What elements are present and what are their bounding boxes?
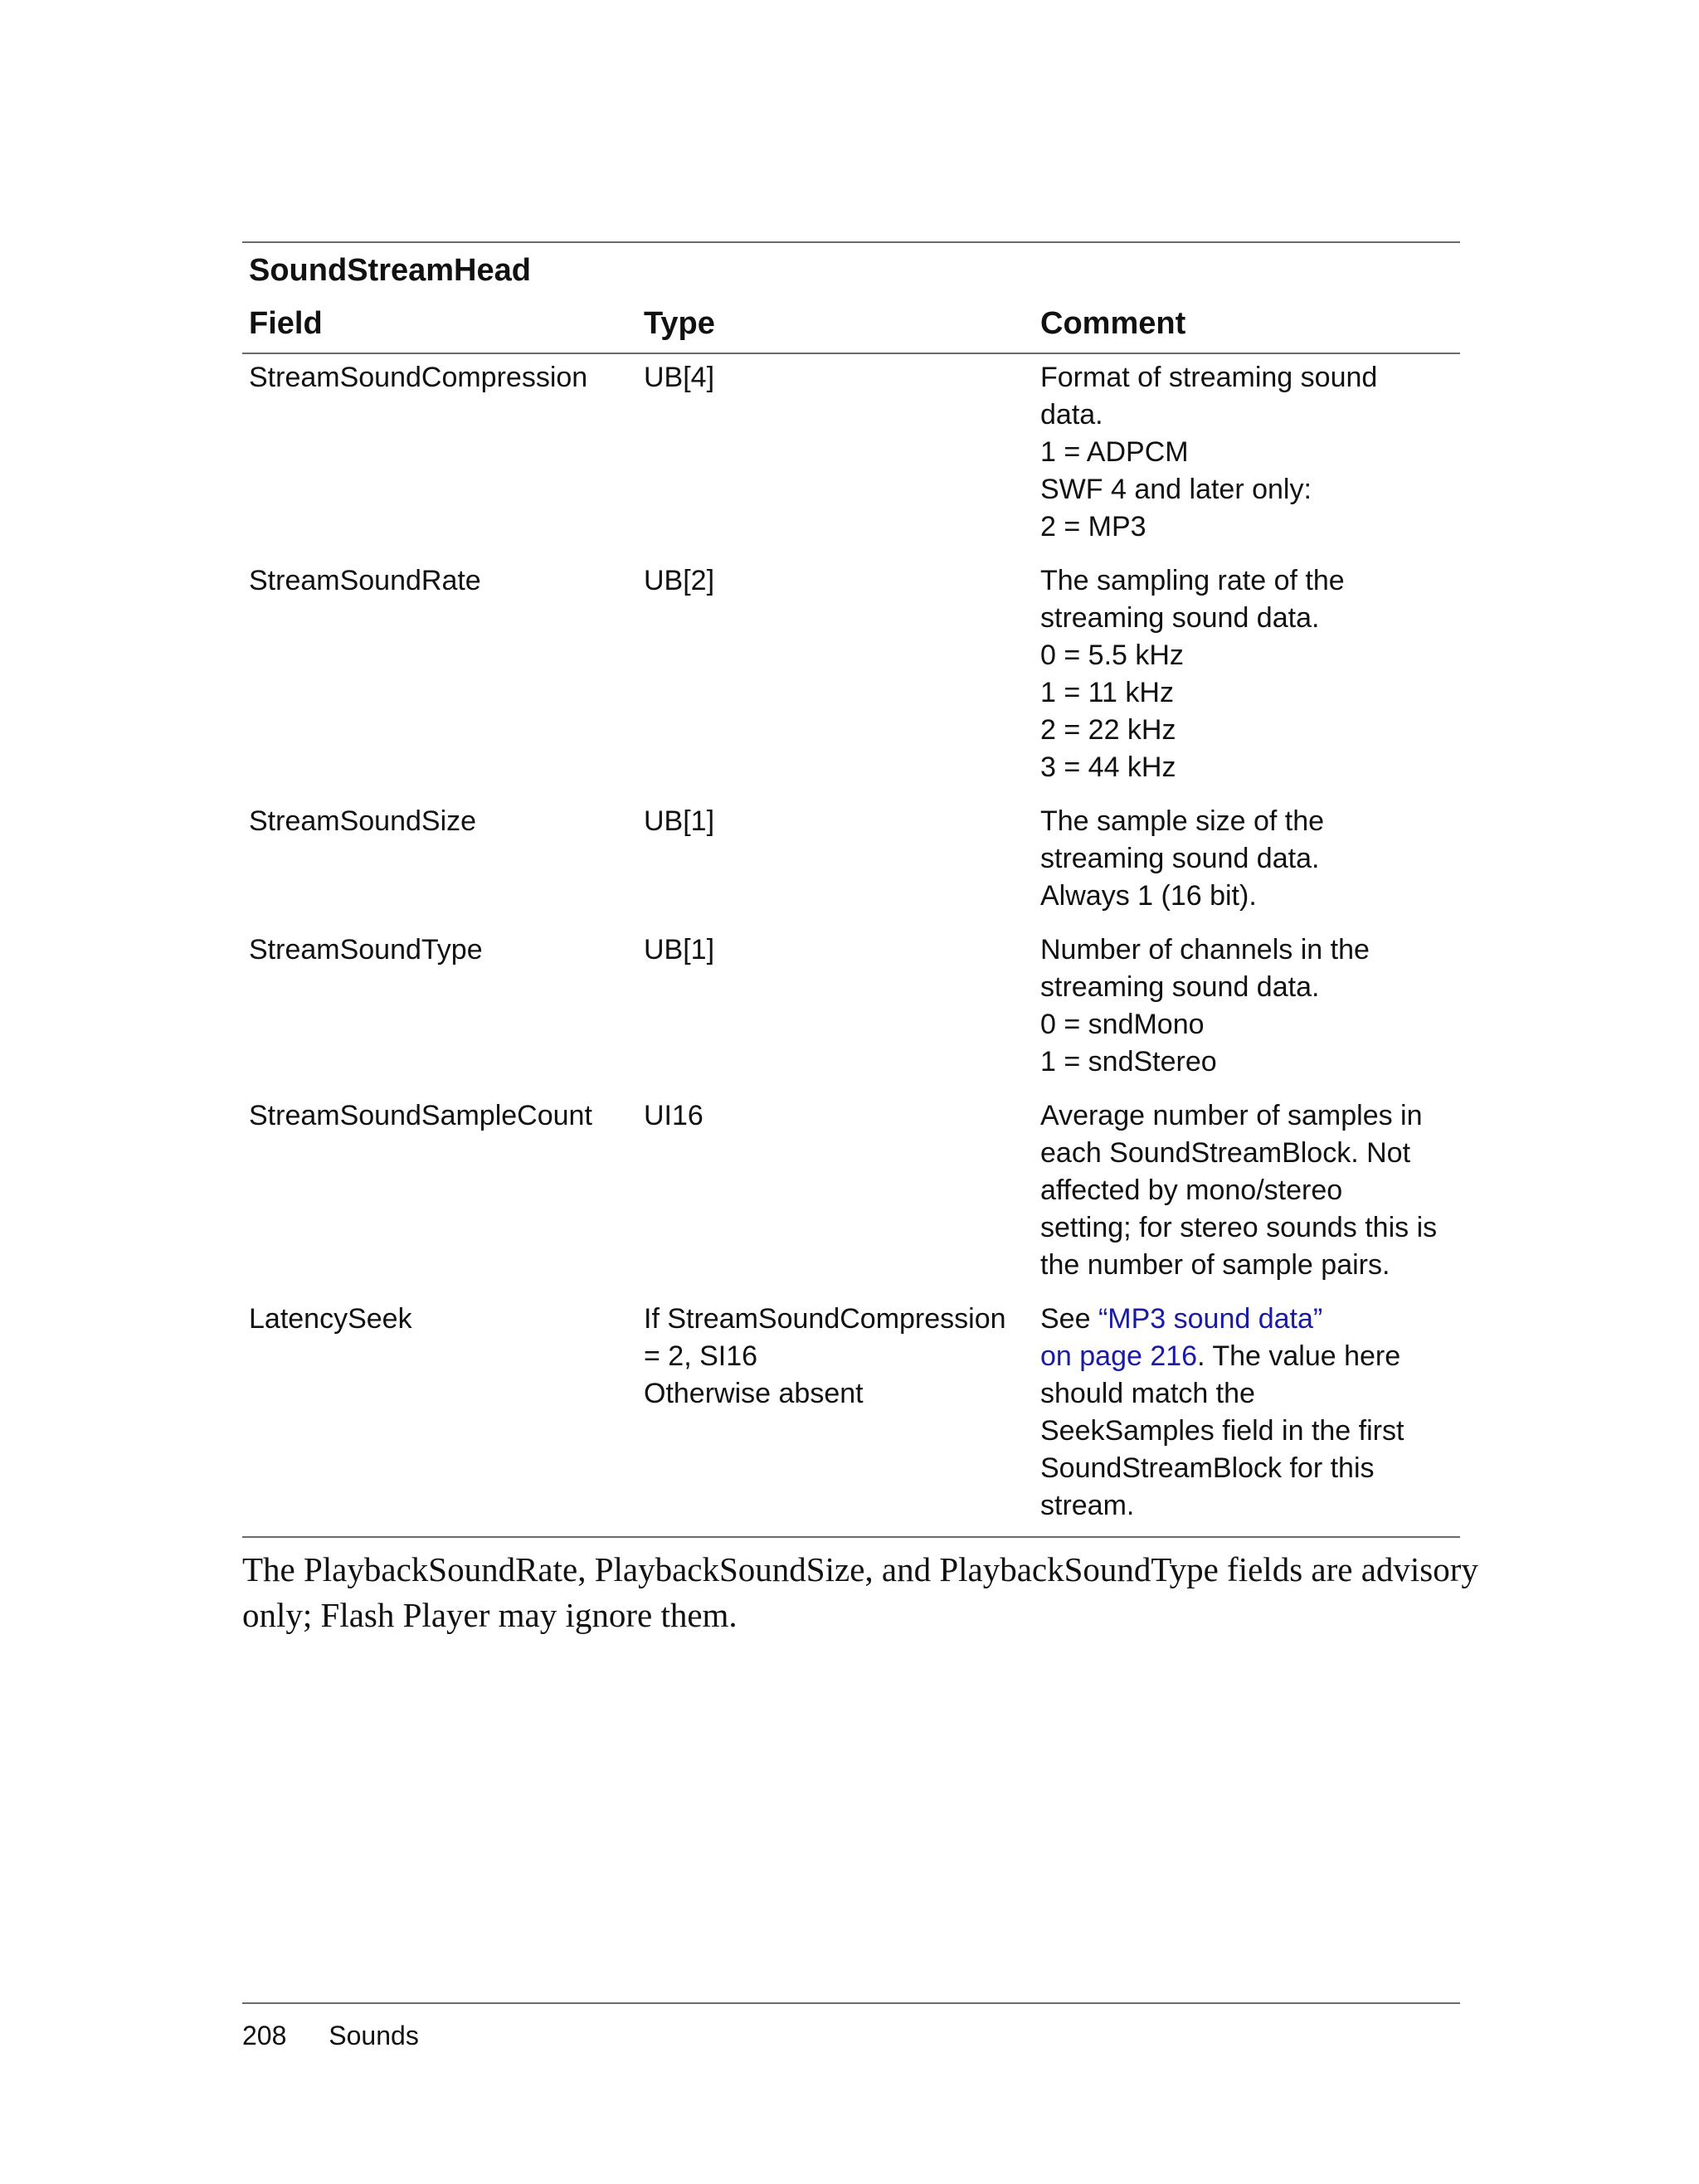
comment-line: 0 = sndMono xyxy=(1040,1009,1205,1040)
header-type: Type xyxy=(637,294,1034,353)
comment-line: SoundStreamBlock for this xyxy=(1040,1452,1375,1484)
comment-line: 1 = sndStereo xyxy=(1040,1046,1217,1077)
comment-line: 1 = 11 kHz xyxy=(1040,677,1174,708)
comment-text: See xyxy=(1040,1303,1098,1335)
type-cell xyxy=(637,557,1034,798)
comment-cell xyxy=(1034,1296,1460,1537)
field-cell: StreamSoundRate xyxy=(249,565,481,596)
comment-line: setting; for stereo sounds this is xyxy=(1040,1212,1438,1243)
comment-line: stream. xyxy=(1040,1490,1135,1521)
comment-line xyxy=(1040,1301,1453,1338)
comment-line: 3 = 44 kHz xyxy=(1040,752,1176,783)
comment-line: The sample size of the xyxy=(1040,805,1325,837)
paragraph-line: only; Flash Player may ignore them. xyxy=(242,1596,738,1634)
comment-line: Average number of samples in xyxy=(1040,1100,1423,1131)
comment-cell xyxy=(1034,353,1460,557)
page-216-link[interactable]: on page 216 xyxy=(1040,1340,1198,1372)
field-cell: StreamSoundSampleCount xyxy=(249,1100,592,1131)
type-cell xyxy=(637,1092,1034,1296)
field-cell: LatencySeek xyxy=(242,1296,637,1537)
comment-line: The sampling rate of the xyxy=(1040,565,1345,596)
comment-line: 2 = MP3 xyxy=(1040,511,1146,542)
table-row xyxy=(242,353,1460,557)
paragraph-line: The PlaybackSoundRate, PlaybackSoundSize, and PlaybackSoundType fields are advisory xyxy=(242,1550,1478,1588)
table-row xyxy=(242,1092,1460,1296)
comment-line: data. xyxy=(1040,399,1103,430)
type-line: UB[4] xyxy=(644,362,715,393)
comment-line: 0 = 5.5 kHz xyxy=(1040,640,1184,671)
type-cell xyxy=(637,798,1034,927)
body-paragraph xyxy=(242,1547,1478,1638)
comment-cell xyxy=(1034,557,1460,798)
field-cell: StreamSoundType xyxy=(249,934,483,966)
soundstreamhead-table xyxy=(242,241,1460,1538)
page-footer xyxy=(242,2019,419,2052)
comment-line: the number of sample pairs. xyxy=(1040,1249,1390,1281)
type-line: If StreamSoundCompression xyxy=(644,1303,1006,1335)
table-row xyxy=(242,927,1460,1092)
mp3-sound-data-link[interactable]: “MP3 sound data” xyxy=(1098,1303,1323,1335)
field-cell: StreamSoundCompression xyxy=(249,362,588,393)
type-line: UB[1] xyxy=(644,934,715,966)
comment-line: should match the xyxy=(1040,1378,1255,1409)
type-line: Otherwise absent xyxy=(644,1378,864,1409)
table-row xyxy=(242,1296,1460,1537)
comment-line: 2 = 22 kHz xyxy=(1040,714,1176,746)
header-comment: Comment xyxy=(1034,294,1460,353)
comment-text: . The value here xyxy=(1197,1340,1401,1372)
type-line: = 2, SI16 xyxy=(644,1340,758,1372)
footer-divider xyxy=(242,2002,1460,2004)
comment-cell xyxy=(1034,927,1460,1092)
page-number: 208 xyxy=(242,2021,287,2050)
comment-cell xyxy=(1034,1092,1460,1296)
comment-cell xyxy=(1034,798,1460,927)
header-field: Field xyxy=(242,294,637,353)
comment-line: Always 1 (16 bit). xyxy=(1040,880,1257,912)
comment-line xyxy=(1040,1338,1453,1375)
comment-line: SWF 4 and later only: xyxy=(1040,474,1312,505)
comment-line: each SoundStreamBlock. Not xyxy=(1040,1137,1411,1169)
type-cell xyxy=(637,927,1034,1092)
comment-line: streaming sound data. xyxy=(1040,602,1320,634)
comment-line: streaming sound data. xyxy=(1040,843,1320,874)
section-title: Sounds xyxy=(329,2021,419,2050)
comment-line: SeekSamples field in the first xyxy=(1040,1415,1404,1447)
comment-line: streaming sound data. xyxy=(1040,971,1320,1003)
table-row xyxy=(242,557,1460,798)
type-line: UB[2] xyxy=(644,565,715,596)
table-caption: SoundStreamHead xyxy=(242,242,1460,294)
field-cell: StreamSoundSize xyxy=(249,805,477,837)
comment-line: Format of streaming sound xyxy=(1040,362,1378,393)
comment-line: 1 = ADPCM xyxy=(1040,436,1189,468)
table-row xyxy=(242,798,1460,927)
comment-line: affected by mono/stereo xyxy=(1040,1175,1343,1206)
comment-line: Number of channels in the xyxy=(1040,934,1370,966)
type-line: UI16 xyxy=(644,1100,703,1131)
type-line: UB[1] xyxy=(644,805,715,837)
type-cell xyxy=(637,353,1034,557)
type-cell xyxy=(637,1296,1034,1537)
